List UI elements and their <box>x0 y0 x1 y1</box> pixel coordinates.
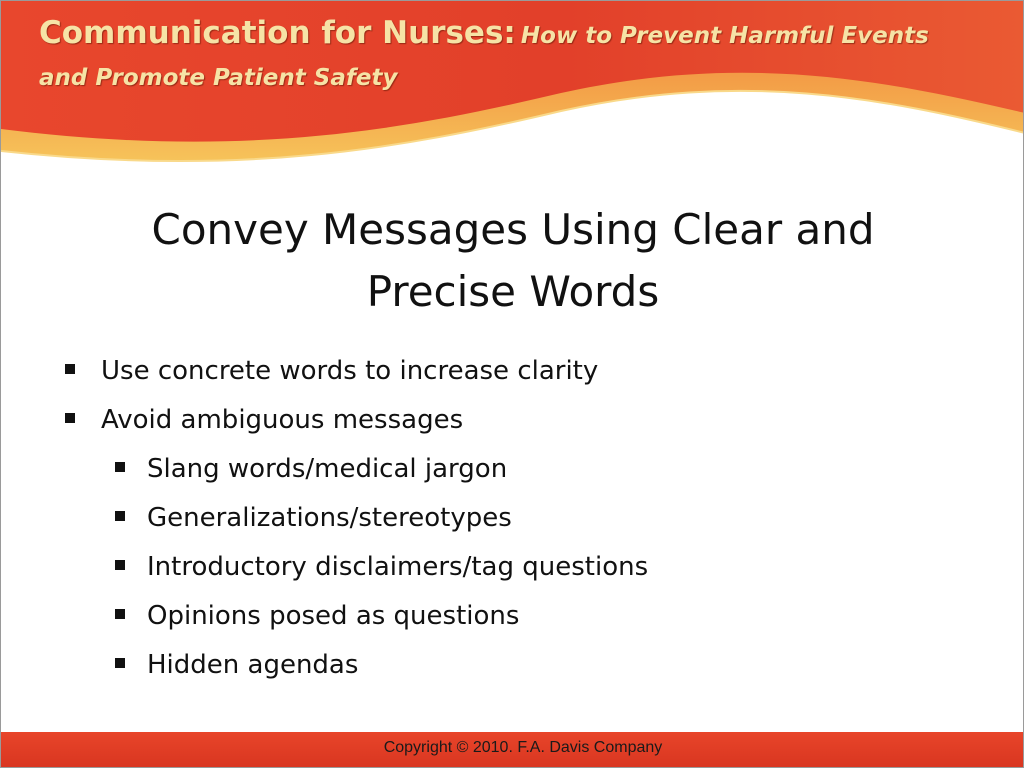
bullet-item <box>1 396 1024 445</box>
header-title-subtitle-part1: How to Prevent Harmful Events <box>520 23 929 49</box>
header-title-subtitle-part2: and Promote Patient Safety <box>39 65 398 91</box>
sub-bullet-item <box>1 641 1024 690</box>
sub-bullet-item <box>1 494 1024 543</box>
sub-bullet-item <box>1 445 1024 494</box>
square-bullet-icon <box>115 560 125 570</box>
sub-bullet-item <box>1 592 1024 641</box>
sub-bullet-text: Generalizations/stereotypes <box>147 503 512 533</box>
slide-title-line1: Convey Messages Using Clear and <box>151 205 875 254</box>
square-bullet-icon <box>65 364 75 374</box>
sub-bullet-text: Hidden agendas <box>147 650 359 680</box>
bullet-item <box>1 347 1024 396</box>
square-bullet-icon <box>115 462 125 472</box>
square-bullet-icon <box>115 658 125 668</box>
square-bullet-icon <box>65 413 75 423</box>
sub-bullet-text: Slang words/medical jargon <box>147 454 508 484</box>
footer-bar <box>1 732 1024 768</box>
header-title-main: Communication for Nurses: <box>39 15 516 51</box>
bullet-list <box>1 347 1024 690</box>
header-title <box>39 13 999 100</box>
sub-bullet-item <box>1 543 1024 592</box>
bullet-text: Avoid ambiguous messages <box>101 405 464 435</box>
square-bullet-icon <box>115 609 125 619</box>
sub-bullet-text: Introductory disclaimers/tag questions <box>147 552 649 582</box>
square-bullet-icon <box>115 511 125 521</box>
slide-title <box>91 199 935 323</box>
bullet-text: Use concrete words to increase clarity <box>101 356 599 386</box>
sub-bullet-text: Opinions posed as questions <box>147 601 520 631</box>
copyright-text: Copyright © 2010. F.A. Davis Company <box>383 739 663 756</box>
slide-title-line2: Precise Words <box>366 267 660 316</box>
